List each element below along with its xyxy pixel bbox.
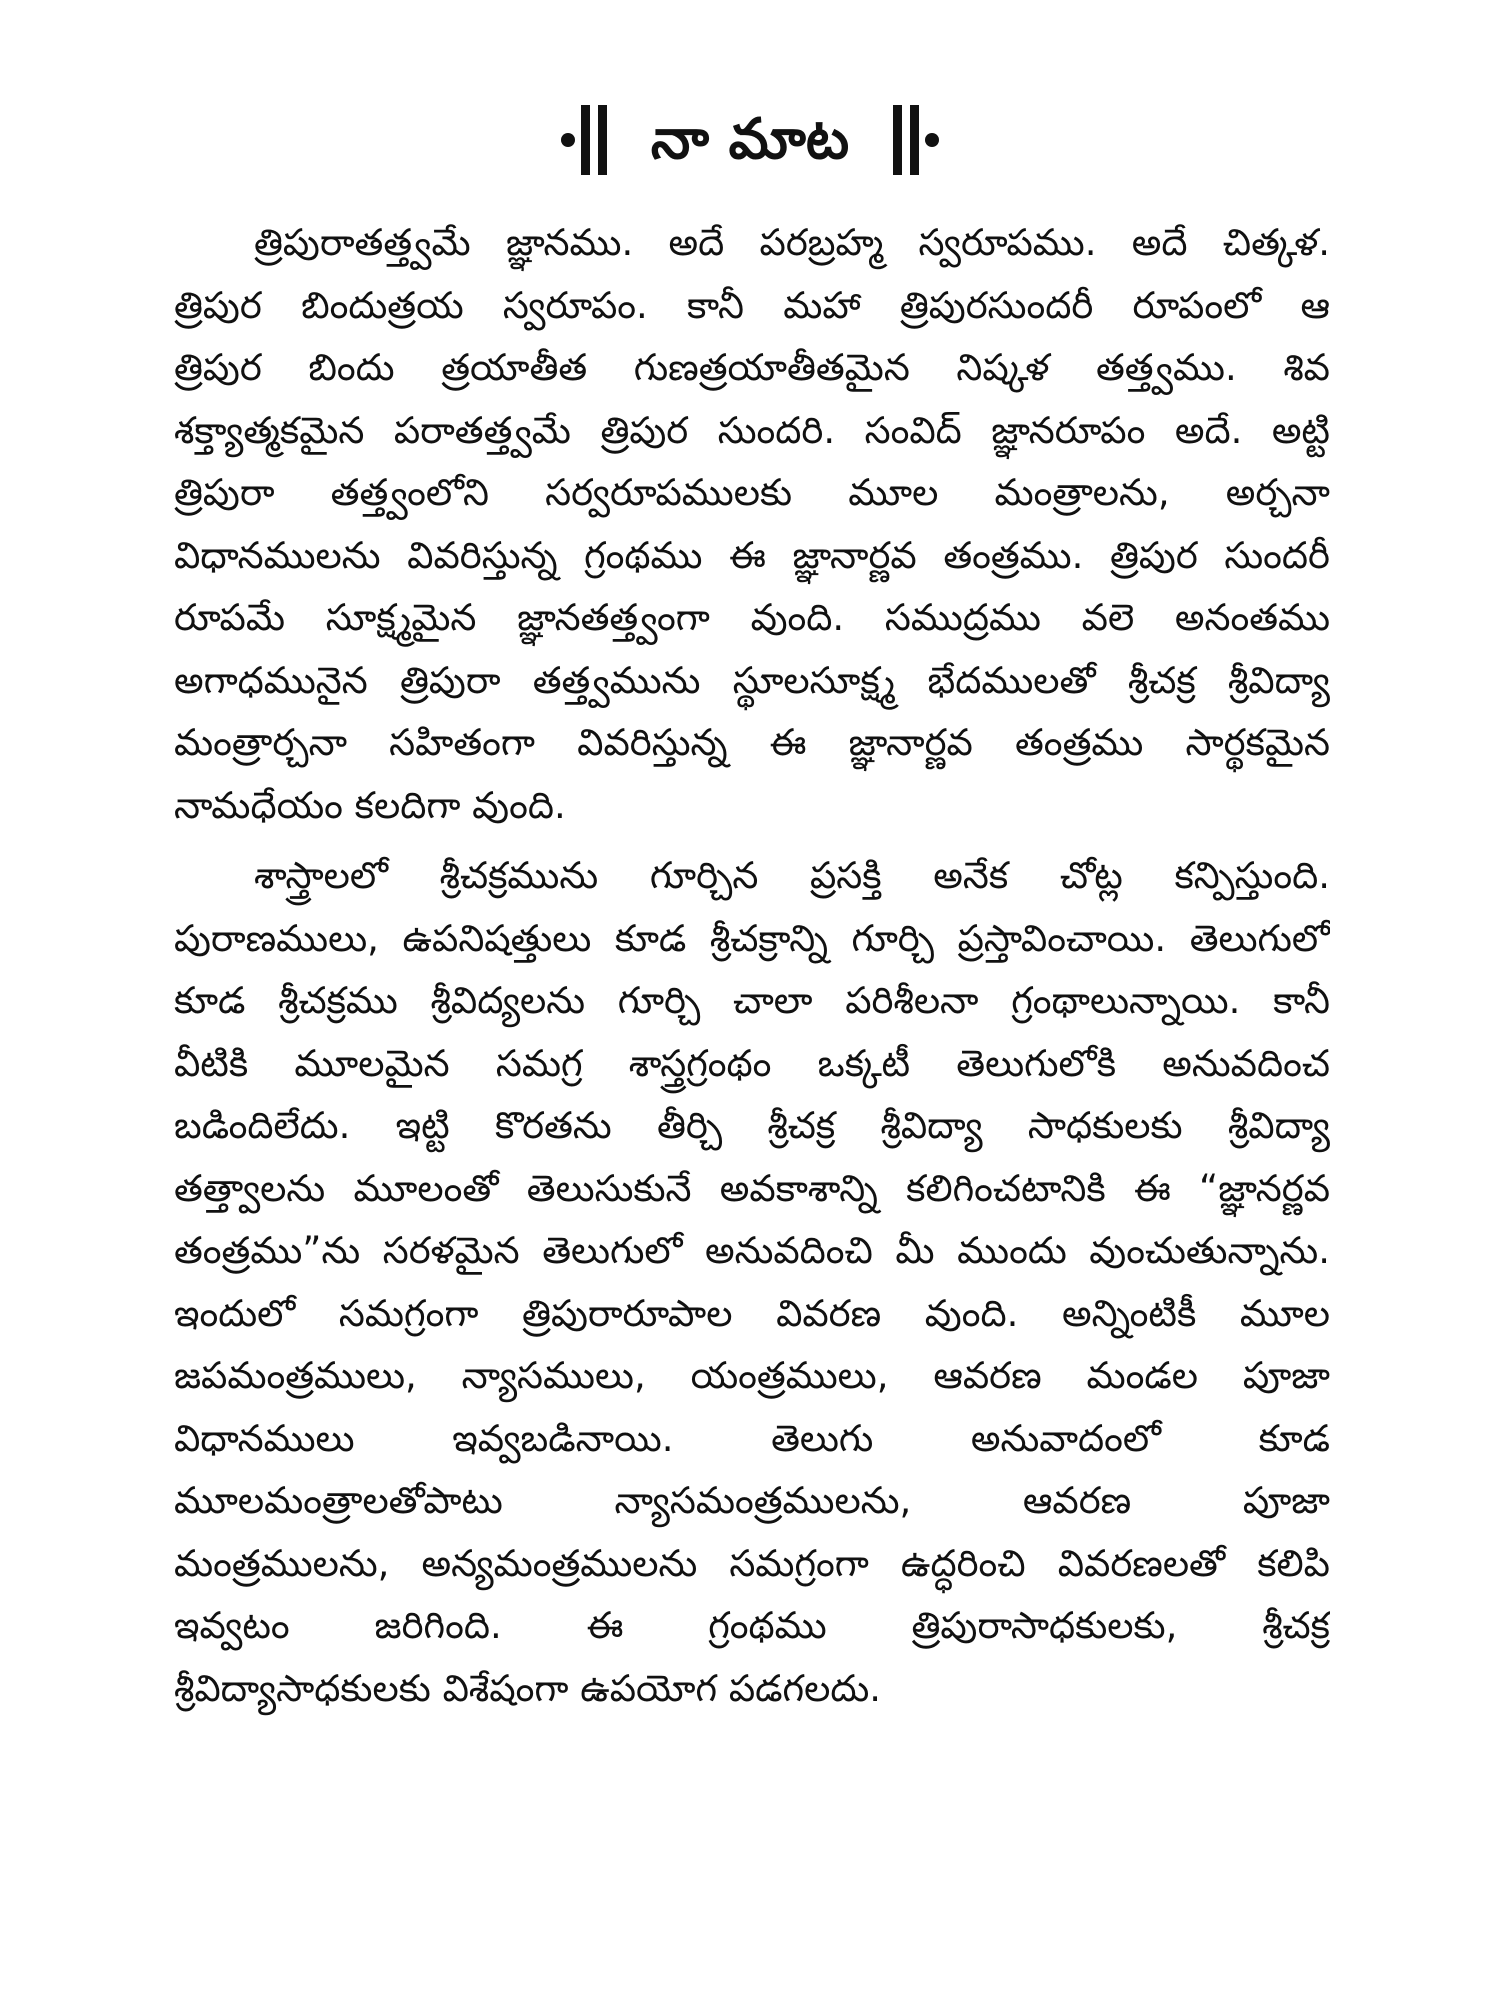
text-line: శాస్త్రాలలో శ్రీచక్రమును గూర్చిన ప్రసక్తి అనేక చోట్ల కన్పిస్తుంది. [254,854,1330,897]
text-line: మంత్రములను, అన్యమంత్రములను సమగ్రంగా ఉద్ధరించి వివరణలతో కలిపి [174,1541,1330,1585]
page-title: నా మాట [650,107,850,172]
paragraph-2 [174,845,1330,1720]
text-line: తంత్రము”ను సరళమైన తెలుగులో అనువదించి మీ ముందు వుంచుతున్నాను. [174,1229,1330,1272]
text-line: వీటికి మూలమైన సమగ్ర శాస్త్రగ్రంథం ఒక్కటీ తెలుగులోకి అనువదించ [174,1041,1330,1085]
text-line: బడిందిలేదు. ఇట్టి కొరతను తీర్చి శ్రీచక్ర శ్రీవిద్యా సాధకులకు శ్రీవిద్యా [174,1104,1330,1147]
text-line: త్రిపురా తత్త్వంలోని సర్వరూపములకు మూల మంత్రాలను, అర్చనా [174,471,1330,514]
ornament-bar [893,105,902,175]
ornament-dot [561,133,575,147]
text-line: త్రిపుర బిందుత్రయ స్వరూపం. కానీ మహా త్రిపురసుందరీ రూపంలో ఆ [174,283,1330,327]
ornament-bar [598,105,607,175]
paragraph-1 [174,212,1330,837]
text-line: రూపమే సూక్ష్మమైన జ్ఞానతత్త్వంగా వుంది. సముద్రము వలె అనంతము [174,596,1330,639]
body-text [174,212,1330,1720]
ornament-bar [581,105,590,175]
text-line: జపమంత్రములు, న్యాసములు, యంత్రములు, ఆవరణ మండల పూజా [174,1354,1330,1397]
left-ornament [561,100,607,180]
text-line: విధానములు ఇవ్వబడినాయి. తెలుగు అనువాదంలో కూడ [174,1416,1330,1460]
text-line: త్రిపురాతత్త్వమే జ్ఞానము. అదే పరబ్రహ్మ స్వరూపము. అదే చిత్కళ. [254,221,1330,264]
text-line: మూలమంత్రాలతోపాటు న్యాసమంత్రములను, ఆవరణ పూజా [174,1479,1330,1522]
text-line: తత్త్వాలను మూలంతో తెలుసుకునే అవకాశాన్ని కలిగించటానికి ఈ “జ్ఞానర్ణవ [174,1166,1330,1210]
text-line: శ్రీవిద్యాసాధకులకు విశేషంగా ఉపయోగ పడగలదు. [174,1666,882,1710]
text-line: విధానములను వివరిస్తున్న గ్రంథము ఈ జ్ఞానార్ణవ తంత్రము. త్రిపుర సుందరీ [174,533,1330,577]
text-line: కూడ శ్రీచక్రము శ్రీవిద్యలను గూర్చి చాలా పరిశీలనా గ్రంథాలున్నాయి. కానీ [174,979,1330,1022]
text-line: శక్త్యాత్మకమైన పరాతత్త్వమే త్రిపుర సుందరి. సంవిద్ జ్ఞానరూపం అదే. అట్టి [174,408,1330,452]
title-row [0,100,1500,180]
right-ornament [893,100,939,180]
ornament-dot [925,133,939,147]
text-line: నామధేయం కలదిగా వుంది. [174,783,566,827]
ornament-bar [910,105,919,175]
text-line: త్రిపుర బిందు త్రయాతీత గుణత్రయాతీతమైన నిష్కళ తత్త్వము. శివ [174,346,1330,389]
text-line: అగాధమునైన త్రిపురా తత్త్వమును స్థూలసూక్ష్మ భేదములతో శ్రీచక్ర శ్రీవిద్యా [174,658,1330,702]
text-line: మంత్రార్చనా సహితంగా వివరిస్తున్న ఈ జ్ఞానార్ణవ తంత్రము సార్థకమైన [174,721,1330,764]
text-line: ఇవ్వటం జరిగింది. ఈ గ్రంథము త్రిపురాసాధకులకు, శ్రీచక్ర [174,1604,1330,1647]
text-line: పురాణములు, ఉపనిషత్తులు కూడ శ్రీచక్రాన్ని గూర్చి ప్రస్తావించాయి. తెలుగులో [174,916,1330,960]
text-line: ఇందులో సమగ్రంగా త్రిపురారూపాల వివరణ వుంది. అన్నింటికీ మూల [174,1291,1330,1335]
